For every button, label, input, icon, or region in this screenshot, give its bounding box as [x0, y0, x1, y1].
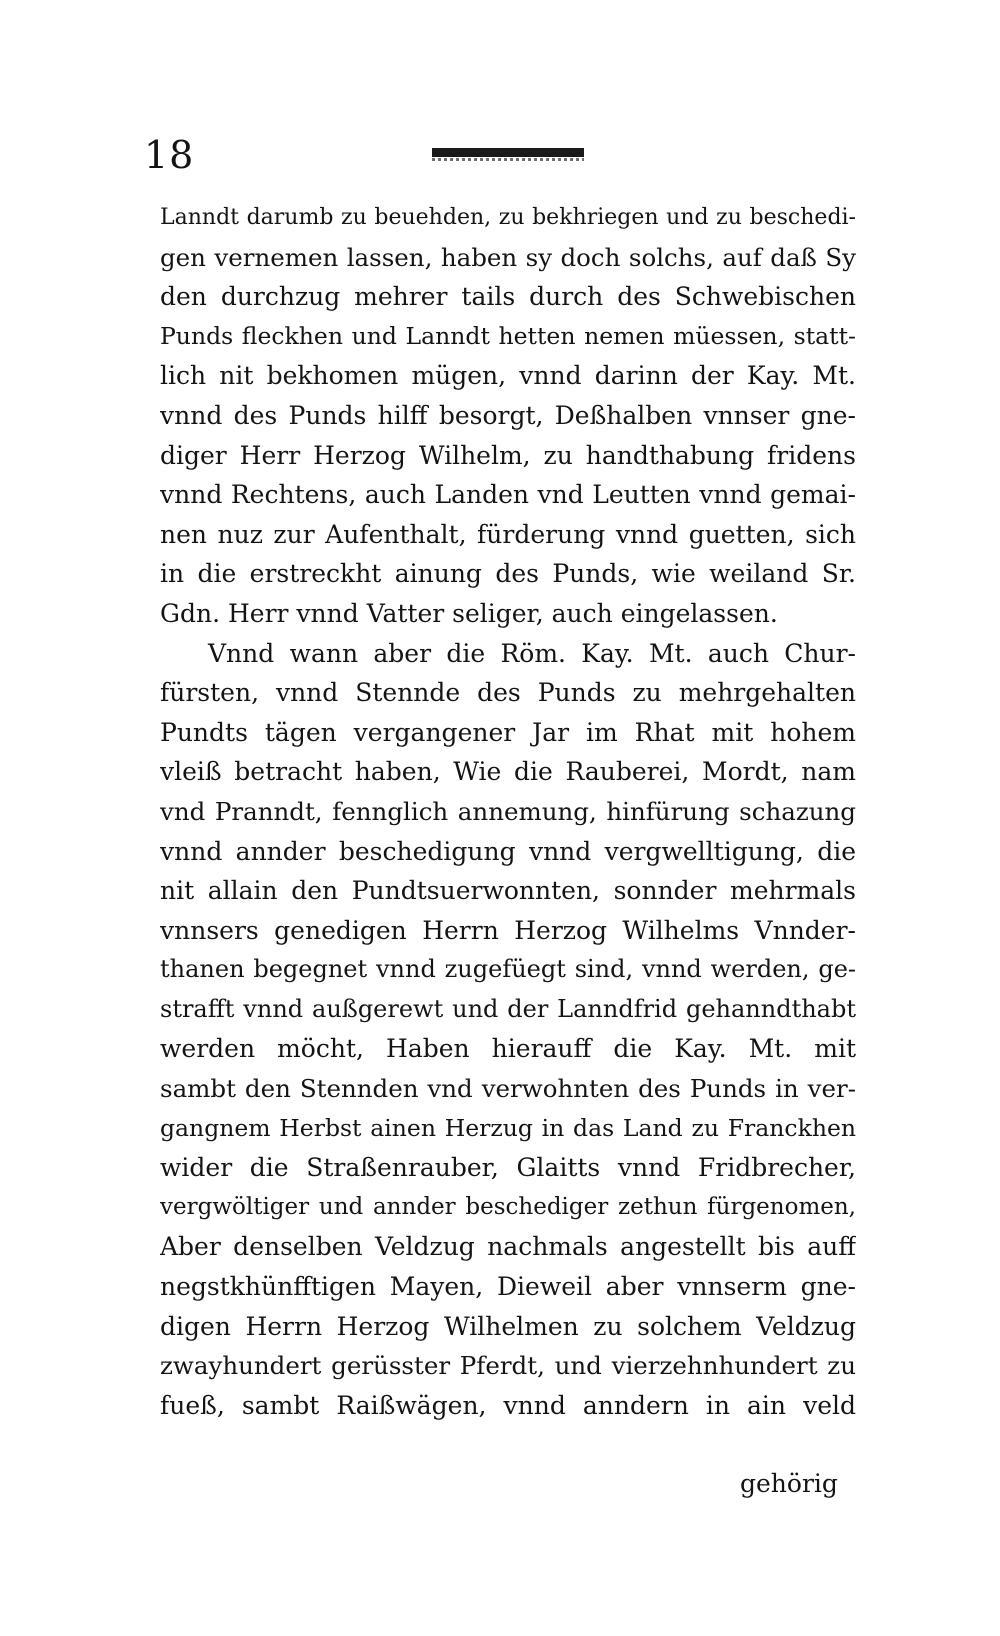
text-line: vnnd Rechtens, auch Landen vnd Leutten vnnd gemai- [160, 480, 856, 510]
text-line: thanen begegnet vnnd zugefüegt sind, vnnd werden, ge- [160, 955, 856, 984]
text-line: sambt den Stennden vnd verwohnten des Punds in ver- [160, 1074, 856, 1104]
body-text [160, 198, 856, 1425]
text-line: fueß, sambt Raißwägen, vnnd anndern in ain veld [160, 1390, 856, 1420]
header-ornament-rule [432, 148, 584, 157]
page-number: 18 [144, 133, 195, 177]
text-line: Lanndt darumb zu beuehden, zu bekhriegen und zu beschedi- [160, 205, 856, 230]
text-line: vnnsers genedigen Herrn Herzog Wilhelms Vnnder- [160, 915, 856, 945]
text-line: vnd Pranndt, fennglich annemung, hinfürung schazung [160, 796, 856, 826]
text-line: zwayhundert gerüsster Pferdt, und vierzehnhundert zu [160, 1351, 856, 1381]
text-line: vergwöltiger und annder beschediger zethun fürgenomen, [160, 1193, 856, 1220]
text-line: vnnd des Punds hilff besorgt, Deßhalben vnnser gne- [160, 400, 856, 430]
text-line: vleiß betracht haben, Wie die Rauberei, Mordt, nam [160, 757, 856, 787]
text-line: den durchzug mehrer tails durch des Schwebischen [160, 282, 856, 312]
catchword: gehörig [740, 1469, 838, 1498]
text-line: in die erstreckht ainung des Punds, wie weiland Sr. [160, 559, 856, 589]
text-line: werden möcht, Haben hierauff die Kay. Mt. mit [160, 1034, 856, 1064]
text-line: negstkhünfftigen Mayen, Dieweil aber vnnserm gne- [160, 1272, 856, 1302]
text-line: diger Herr Herzog Wilhelm, zu handthabung fridens [160, 440, 856, 470]
text-line: gangnem Herbst ainen Herzug in das Land zu Franckhen [160, 1113, 856, 1142]
text-line: Punds fleckhen und Lanndt hetten nemen müessen, statt- [160, 321, 856, 350]
header-ornament-rule-shadow [432, 158, 584, 161]
text-line: nit allain den Pundtsuerwonnten, sonnder mehrmals [160, 876, 856, 906]
text-line-paragraph-end: Gdn. Herr vnnd Vatter seliger, auch eingelassen. [160, 598, 778, 628]
text-line: Aber denselben Veldzug nachmals angestellt bis auff [160, 1232, 856, 1262]
text-line: Pundts tägen vergangener Jar im Rhat mit hohem [160, 717, 856, 747]
text-line: digen Herrn Herzog Wilhelmen zu solchem Veldzug [160, 1311, 856, 1341]
text-line: gen vernemen lassen, haben sy doch solchs, auf daß Sy [160, 242, 856, 272]
text-line: strafft vnnd außgerewt und der Lanndfrid gehanndthabt [160, 994, 856, 1023]
text-line-paragraph-start: Vnnd wann aber die Röm. Kay. Mt. auch Chur- [208, 638, 856, 668]
text-line: fürsten, vnnd Stennde des Punds zu mehrgehalten [160, 678, 856, 708]
text-line: vnnd annder beschedigung vnnd vergwelltigung, die [160, 836, 856, 866]
text-line: wider die Straßenrauber, Glaitts vnnd Fridbrecher, [160, 1153, 856, 1183]
text-line: nen nuz zur Aufenthalt, fürderung vnnd guetten, sich [160, 519, 856, 549]
text-line: lich nit bekhomen mügen, vnnd darinn der Kay. Mt. [160, 361, 856, 391]
